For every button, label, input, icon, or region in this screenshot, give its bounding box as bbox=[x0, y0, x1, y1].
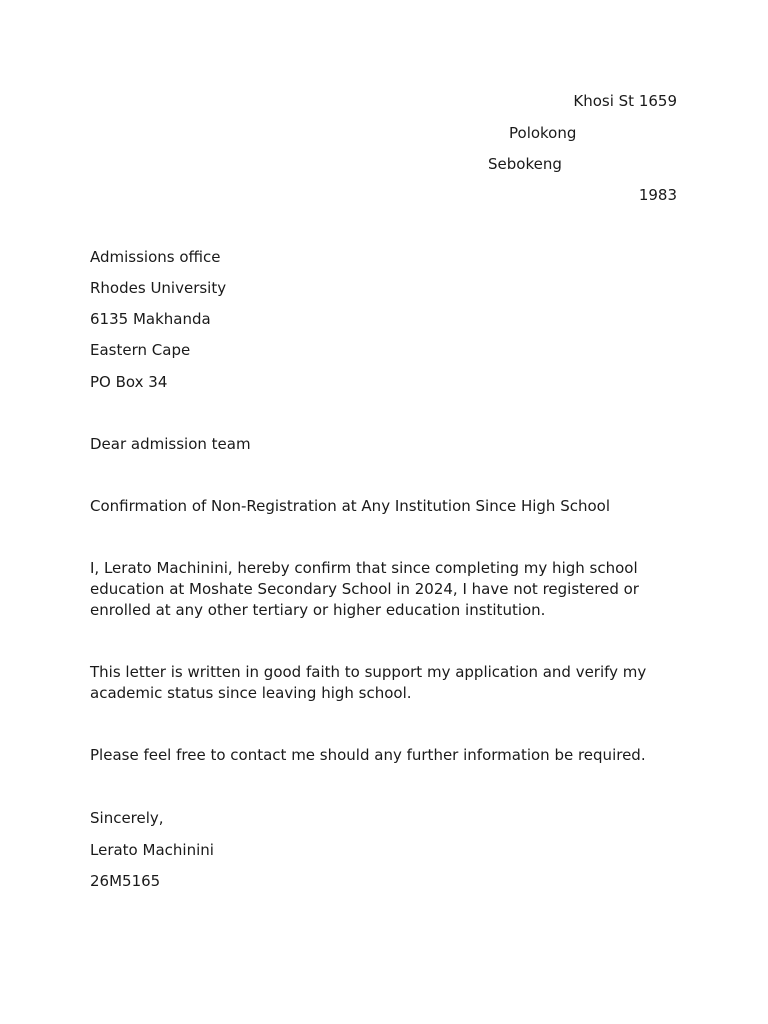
recipient-institution: Rhodes University bbox=[90, 279, 227, 297]
recipient-office: Admissions office bbox=[90, 248, 221, 266]
body-paragraph-3: Please feel free to contact me should any further information be required. bbox=[90, 746, 646, 764]
body-paragraph-1: I, Lerato Machinini, hereby confirm that since completing my high school education at Moshate Secondary School in 2024, I have not registered or enrolled at any other tertiary or higher education institution. bbox=[90, 559, 639, 619]
sender-area: Polokong bbox=[509, 124, 577, 142]
signatory-name: Lerato Machinini bbox=[90, 841, 214, 859]
reference-number: 26M5165 bbox=[90, 872, 161, 890]
recipient-province: Eastern Cape bbox=[90, 341, 191, 359]
body-paragraph-2: This letter is written in good faith to support my application and verify my academic status since leaving high school. bbox=[90, 663, 647, 702]
sign-off: Sincerely, bbox=[90, 809, 164, 827]
recipient-city: 6135 Makhanda bbox=[90, 310, 211, 328]
subject-line: Confirmation of Non-Registration at Any Institution Since High School bbox=[90, 497, 610, 515]
greeting: Dear admission team bbox=[90, 435, 251, 453]
sender-street: Khosi St 1659 bbox=[573, 92, 677, 110]
recipient-po-box: PO Box 34 bbox=[90, 373, 168, 391]
sender-code: 1983 bbox=[638, 186, 677, 204]
sender-town: Sebokeng bbox=[488, 155, 562, 173]
